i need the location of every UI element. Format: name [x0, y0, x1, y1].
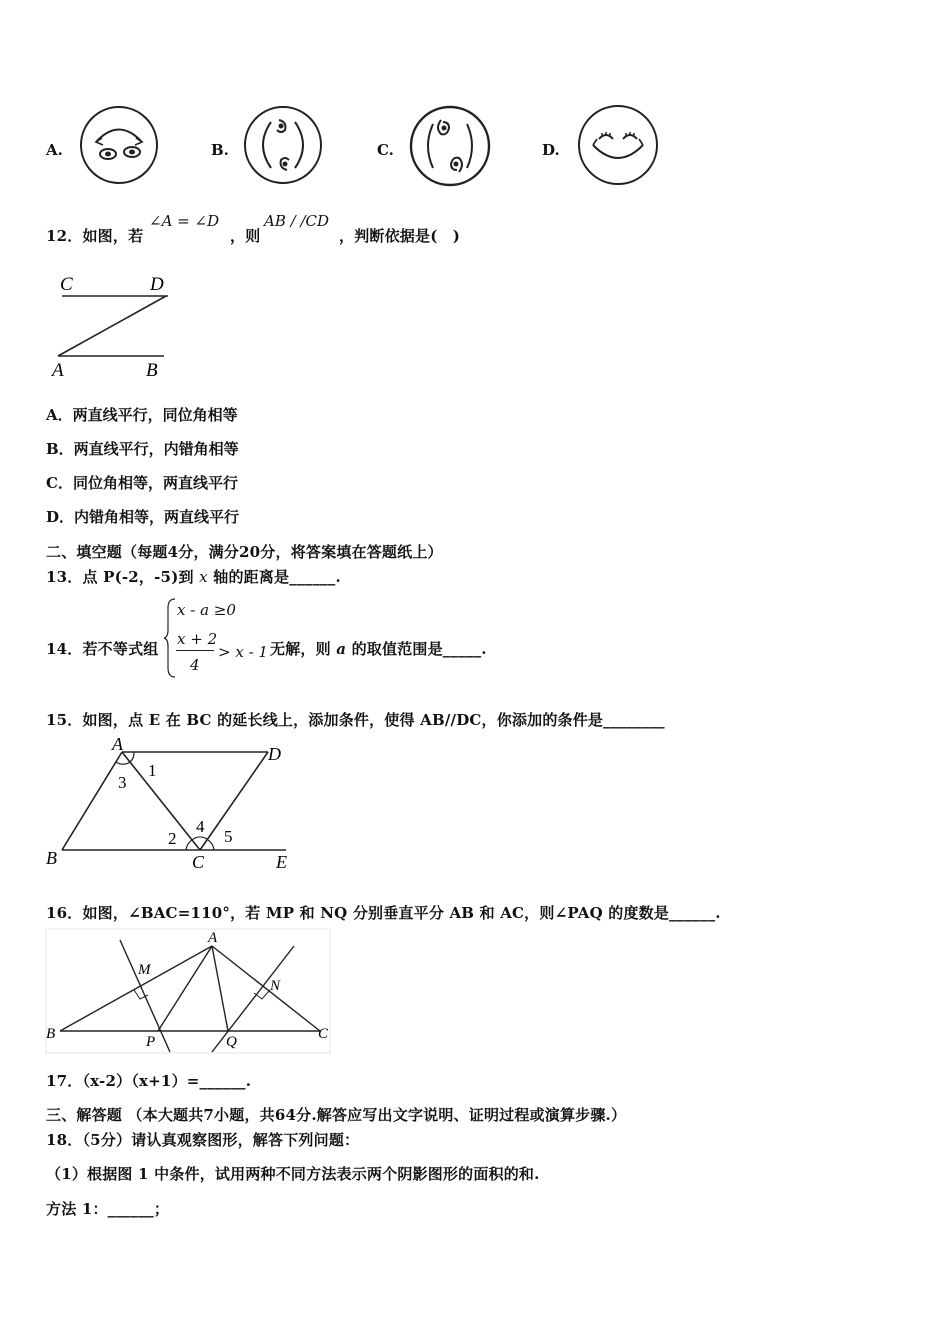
q14-var: a — [336, 640, 347, 658]
fraction-bar — [176, 650, 214, 651]
angle-1: 1 — [148, 761, 157, 780]
angle-4: 4 — [196, 817, 205, 836]
q12-option-a[interactable]: A．两直线平行，同位角相等 — [46, 406, 238, 424]
question-17: 17．（x-2）（x+1）=______. — [46, 1072, 252, 1090]
label-c: C — [60, 274, 73, 295]
label-n: N — [270, 978, 281, 994]
label-d: D — [268, 744, 281, 764]
label-p: P — [146, 1034, 156, 1050]
q13-var: x — [199, 568, 208, 586]
label-q: Q — [226, 1034, 237, 1050]
q12-suffix: ，判断依据是( ) — [339, 227, 460, 245]
section-3-heading: 三、解答题 （本大题共7小题，共64分.解答应写出文字说明、证明过程或演算步骤.） — [46, 1106, 627, 1124]
q12-condition-parallel: AB / /CD — [264, 212, 330, 230]
q14-frac-den: 4 — [190, 656, 200, 674]
label-b: B — [46, 848, 57, 868]
q12-option-b[interactable]: B．两直线平行，内错角相等 — [46, 440, 239, 458]
option-label-d: D. — [542, 141, 560, 159]
q14-prefix: 14．若不等式组 — [46, 640, 159, 658]
q14-suffix: 的取值范围是_____. — [351, 640, 487, 658]
label-b: B — [46, 1026, 56, 1042]
question-16: 16．如图，∠BAC=110°，若 MP 和 NQ 分别垂直平分 AB 和 AC，则∠PAQ 的度数是______. — [46, 904, 721, 922]
figure-option-b — [241, 102, 325, 188]
q12-prefix: 12．如图，若 — [46, 227, 144, 245]
label-e: E — [276, 852, 287, 870]
q12-mid: ，则 — [230, 227, 261, 245]
angle-2: 2 — [168, 829, 177, 848]
option-label-c: C. — [377, 141, 394, 159]
label-a: A — [112, 736, 123, 754]
q12-option-c[interactable]: C．同位角相等，两直线平行 — [46, 474, 238, 492]
option-label-a: A. — [46, 141, 63, 159]
question-18-title: 18．（5分）请认真观察图形，解答下列问题： — [46, 1131, 360, 1149]
q13-text-b: 轴的距离是______. — [213, 568, 341, 586]
q14-mid: 无解，则 — [270, 640, 331, 658]
question-15: 15．如图，点 E 在 BC 的延长线上，添加条件，使得 AB//DC，你添加的条件是________ — [46, 711, 665, 729]
q14-line2-rest: > x - 1 — [218, 643, 268, 661]
question-18-method-1: 方法 1：______； — [46, 1200, 170, 1218]
label-b: B — [146, 360, 158, 381]
option-label-b: B. — [211, 141, 229, 159]
q14-frac-num: x + 2 — [177, 630, 218, 648]
figure-option-c — [407, 102, 493, 190]
figure-option-d — [575, 101, 661, 189]
system-brace — [163, 596, 177, 680]
q12-condition-angles: ∠A = ∠D — [149, 212, 220, 230]
figure-q12 — [46, 268, 176, 384]
q12-option-d[interactable]: D．内错角相等，两直线平行 — [46, 508, 240, 526]
q14-line1: x - a ≥0 — [177, 601, 236, 619]
figure-q15 — [42, 736, 298, 870]
angle-5: 5 — [224, 827, 233, 846]
question-13 — [46, 566, 341, 587]
q13-text-a: 13．点 P(-2，-5)到 — [46, 568, 194, 586]
label-c: C — [318, 1026, 329, 1042]
label-d: D — [150, 274, 164, 295]
label-m: M — [138, 962, 151, 978]
label-c: C — [192, 852, 205, 870]
label-a: A — [52, 360, 64, 381]
question-18-part-1: （1）根据图 1 中条件，试用两种不同方法表示两个阴影图形的面积的和. — [46, 1165, 540, 1183]
question-12-stem — [46, 225, 143, 246]
section-2-heading: 二、填空题（每题4分，满分20分，将答案填在答题纸上） — [46, 543, 443, 561]
figure-q16 — [42, 928, 334, 1056]
angle-3: 3 — [118, 773, 127, 792]
q14-tail — [270, 638, 487, 659]
figure-option-a — [78, 102, 162, 188]
label-a: A — [208, 930, 218, 946]
